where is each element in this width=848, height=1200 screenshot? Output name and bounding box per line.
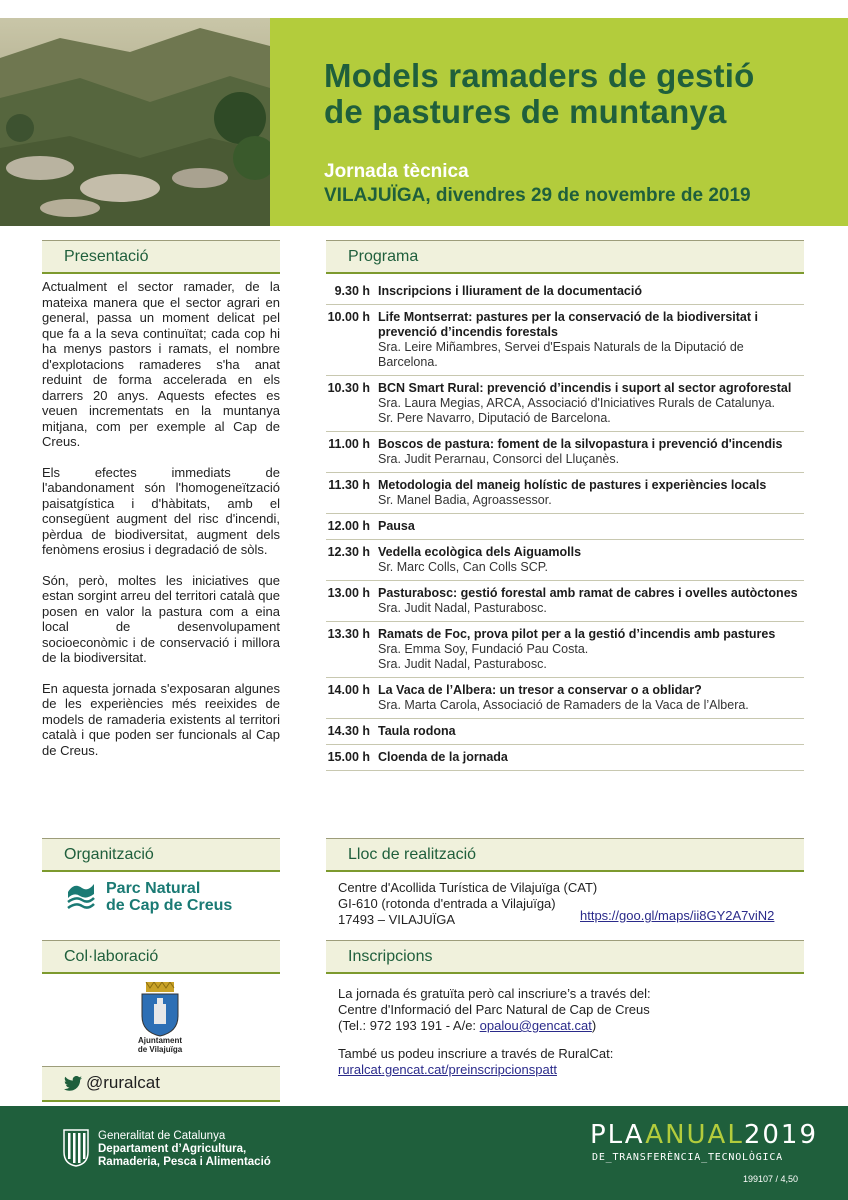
programa-title: Cloenda de la jornada [378, 750, 508, 764]
twitter-box [42, 1066, 280, 1102]
programa-speaker: Sr. Manel Badia, Agroassessor. [378, 493, 552, 507]
page-title [324, 58, 844, 130]
pla-word: PLA [590, 1120, 646, 1150]
programa-heading: Programa [326, 240, 804, 274]
programa-speaker: Sr. Marc Colls, Can Colls SCP. [378, 560, 548, 574]
programa-item [326, 473, 804, 514]
hero-landscape-photo [0, 18, 270, 226]
logo-line-2: de Cap de Creus [106, 897, 233, 914]
presentacio-paragraph: Els efectes immediats de l'abandonament són l'homogeneïtzació paisatgística i d'hàbitats, amb el consegüent augment del risc d'incendi, pèrdua de biodiversitat, augment dels fenòmens erosius i degradació de sòls. [42, 464, 280, 557]
footer [0, 1106, 848, 1200]
gen-line-1: Generalitat de Catalunya [98, 1130, 226, 1142]
programa-time: 9.30 h [334, 284, 370, 298]
email-link[interactable]: opalou@gencat.cat [479, 1018, 592, 1033]
programa-body [378, 478, 804, 508]
contact-prefix: (Tel.: 972 193 191 - A/e: [338, 1018, 480, 1033]
programa-body [378, 627, 804, 672]
programa-item [326, 719, 804, 745]
header-band [270, 18, 848, 226]
programa-speaker: Sra. Laura Megias, ARCA, Associació d'Iniciatives Rurals de Catalunya. [378, 396, 776, 410]
programa-title: Ramats de Foc, prova pilot per a la gestió d’incendis amb pastures [378, 627, 776, 641]
logo-line-2: de Vilajuïga [137, 1045, 183, 1054]
collaboracio-heading: Col·laboració [42, 940, 280, 974]
programa-speaker: Sra. Marta Carola, Associació de Ramaders de la Vaca de l’Albera. [378, 698, 749, 712]
programa-title: Vedella ecològica dels Aiguamolls [378, 545, 582, 559]
programa-time: 10.30 h [327, 381, 370, 395]
programa-title: Pausa [378, 519, 415, 533]
address-line: GI-610 (rotonda d'entrada a Vilajuïga) [338, 896, 556, 911]
programa-item [326, 432, 804, 473]
twitter-handle[interactable]: @ruralcat [86, 1073, 160, 1092]
programa-body [378, 586, 804, 616]
programa-body [378, 310, 804, 370]
programa-body [378, 683, 804, 713]
programa-body [378, 284, 804, 299]
map-link[interactable]: https://goo.gl/maps/ii8GY2A7viN2 [580, 908, 775, 923]
programa-time: 13.30 h [327, 627, 370, 641]
inscripcions-line: També us podeu inscriure a través de RuralCat: [338, 1046, 614, 1061]
programa-body [378, 724, 804, 739]
parc-natural-logo [66, 878, 256, 918]
programa-item [326, 678, 804, 719]
programa-item [326, 376, 804, 432]
generalitat-emblem-icon [62, 1128, 90, 1168]
programa-title: Metodologia del maneig holístic de pastures i experiències locals [378, 478, 767, 492]
programa-time: 15.00 h [327, 750, 370, 764]
programa-speaker: Sra. Judit Nadal, Pasturabosc. [378, 601, 547, 615]
year-word: 2019 [743, 1120, 818, 1150]
programa-title: Inscripcions i lliurament de la documentació [378, 284, 642, 298]
pla-anual-subtitle: DE_TRANSFERÈNCIA_TECNOLÒGICA [592, 1152, 783, 1163]
logo-line-1: Parc Natural [106, 880, 201, 897]
address-line: Centre d'Acollida Turística de Vilajuïga (CAT) [338, 880, 598, 895]
ruralcat-link[interactable]: ruralcat.gencat.cat/preinscripcionspatt [338, 1062, 557, 1077]
pla-anual-logo [590, 1120, 818, 1150]
organitzacio-heading: Organització [42, 838, 280, 872]
programa-body [378, 381, 804, 426]
parc-natural-emblem-icon [66, 878, 100, 912]
programa-title: Pasturabosc: gestió forestal amb ramat de cabres i ovelles autòctones [378, 586, 798, 600]
programa-title: Life Montserrat: pastures per la conservació de la biodiversitat i prevenció d’incendis forestals [378, 310, 758, 339]
title-line-2: de pastures de muntanya [324, 93, 727, 130]
programa-speaker: Sra. Judit Nadal, Pasturabosc. [378, 657, 547, 671]
presentacio-paragraph: Són, però, moltes les iniciatives que estan sorgint arreu del territori català que posen en valor la pastura com a eina local de desenvolupament socioeconòmic i de conservació i millora de la biodiversitat. [42, 572, 280, 665]
programa-body [378, 545, 804, 575]
contact-suffix: ) [591, 1018, 597, 1033]
programa-time: 12.30 h [327, 545, 370, 559]
programa-body [378, 750, 804, 765]
generalitat-text [98, 1130, 271, 1169]
event-type: Jornada tècnica [324, 161, 469, 182]
programa-item [326, 622, 804, 678]
programa-speaker: Sr. Pere Navarro, Diputació de Barcelona. [378, 411, 611, 425]
inscripcions-line: Centre d'Informació del Parc Natural de Cap de Creus [338, 1002, 650, 1017]
programa-speaker: Sra. Leire Miñambres, Servei d'Espais Naturals de la Diputació de Barcelona. [378, 340, 744, 369]
programa-item [326, 279, 804, 305]
ajuntament-logo-text [118, 1036, 202, 1054]
programa-time: 14.30 h [327, 724, 370, 738]
inscripcions-line: La jornada és gratuïta però cal inscriure’s a través del: [338, 986, 651, 1001]
lloc-heading: Lloc de realització [326, 838, 804, 872]
programa-title: Taula rodona [378, 724, 456, 738]
parc-natural-logo-text [106, 880, 232, 914]
event-place-date: VILAJUÏGA, divendres 29 de novembre de 2019 [324, 185, 751, 206]
presentacio-text [42, 279, 280, 773]
inscripcions-text [338, 986, 808, 1078]
programa-body [378, 519, 804, 534]
address-line: 17493 – VILAJUÏGA [338, 912, 456, 927]
gen-line-3: Ramaderia, Pesca i Alimentació [98, 1156, 271, 1168]
programa-speaker: Sra. Judit Perarnau, Consorci del Lluçanès. [378, 452, 620, 466]
anual-word: ANUAL [645, 1120, 744, 1150]
programa-title: BCN Smart Rural: prevenció d’incendis i suport al sector agroforestal [378, 381, 792, 395]
programa-time: 12.00 h [327, 519, 370, 533]
title-line-1: Models ramaders de gestió [324, 57, 755, 94]
programa-time: 11.30 h [328, 478, 370, 492]
programa-body [378, 437, 804, 467]
programa-item [326, 540, 804, 581]
inscripcions-contact-line [338, 1018, 808, 1034]
programa-item [326, 581, 804, 622]
programa-time: 14.00 h [327, 683, 370, 697]
gen-line-2: Departament d’Agricultura, [98, 1143, 247, 1155]
programa-speaker: Sra. Emma Soy, Fundació Pau Costa. [378, 642, 589, 656]
presentacio-heading: Presentació [42, 240, 280, 274]
programa-item [326, 305, 804, 376]
document-code: 199107 / 4,50 [742, 1174, 798, 1184]
logo-line-1: Ajuntament [138, 1036, 182, 1045]
programa-item [326, 745, 804, 771]
programa-title: Boscos de pastura: foment de la silvopastura i prevenció d'incendis [378, 437, 783, 451]
programa-item [326, 514, 804, 540]
programa-time: 11.00 h [328, 437, 370, 451]
inscripcions-heading: Inscripcions [326, 940, 804, 974]
programa-time: 10.00 h [327, 310, 370, 324]
programa-list [326, 279, 804, 771]
presentacio-paragraph: Actualment el sector ramader, de la mateixa manera que el sector agrari en general, passa un moment delicat pel que fa a la seva continuïtat; cada cop hi ha menys pastors i ramats, el nombre d'explotacions ramaderes s'ha anat reduint de forma accelerada en els darrers 20 anys. Aquests efectes es veuen incrementats en la muntanya mitjana, com per exemple al Cap de Creus. [42, 279, 280, 449]
programa-title: La Vaca de l’Albera: un tresor a conservar o a oblidar? [378, 683, 702, 697]
programa-time: 13.00 h [327, 586, 370, 600]
twitter-icon [64, 1076, 82, 1091]
presentacio-paragraph: En aquesta jornada s'exposaran algunes de les experiències més reeixides de models de ramaderia existents al territori català i que poden ser funcionals al Cap de Creus. [42, 680, 280, 758]
